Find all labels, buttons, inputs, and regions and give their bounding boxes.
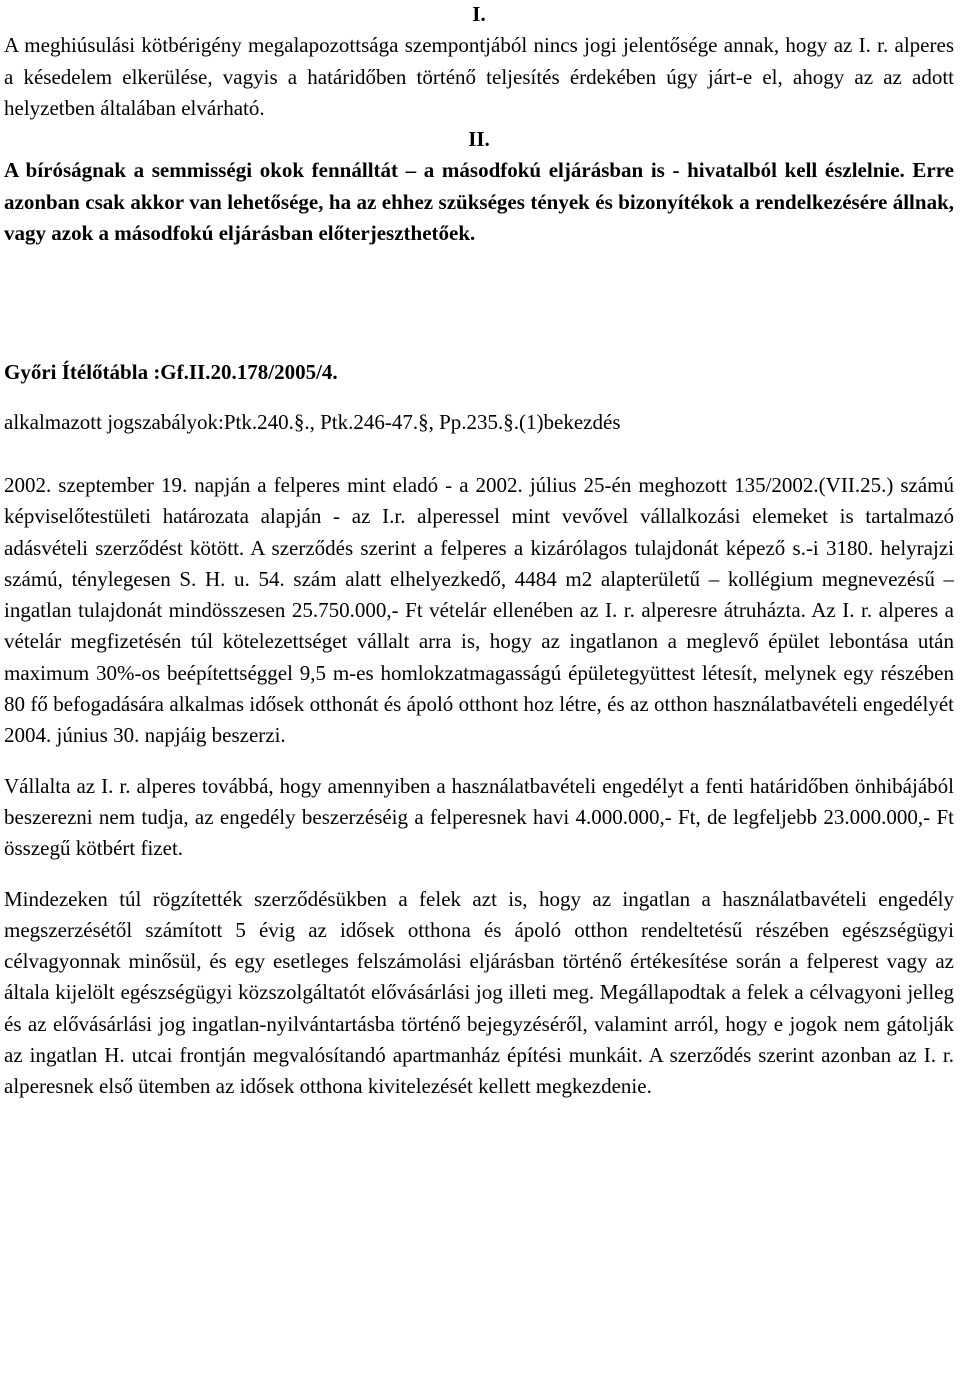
document-page	[4, 0, 954, 1103]
facts-paragraph-1: 2002. szeptember 19. napján a felperes mint eladó - a 2002. július 25-én meghozott 135/2002.(VII.25.) számú képviselőtestületi határozata alapján - az I.r. alperessel mint vevővel vállalkozási elemeket is tartalmazó adásvételi szerződést kötött. A szerződés szerint a felperes a kizárólagos tulajdonát képező s.-i 3180. helyrajzi számú, ténylegesen S. H. u. 54. szám alatt elhelyezkedő, 4484 m2 alapterületű – kollégium megnevezésű – ingatlan tulajdonát mindösszesen 25.750.000,- Ft vételár ellenében az I. r. alperesre átruházta. Az I. r. alperes a vételár megfizetésén túl kötelezettséget vállalt arra is, hogy az ingatlanon a meglevő épület lebontása után maximum 30%-os beépítettséggel 9,5 m-es homlokzatmagasságú épületegyüttest létesít, melynek egy részében 80 fő befogadására alkalmas idősek otthonát és ápoló otthont hoz létre, és az otthon használatbavételi engedélyét 2004. június 30. napjáig beszerzi.	[4, 472, 954, 748]
court-reference: Győri Ítélőtábla :Gf.II.20.178/2005/4.	[4, 360, 338, 385]
applied-laws: alkalmazott jogszabályok:Ptk.240.§., Ptk.246-47.§, Pp.235.§.(1)bekezdés	[4, 409, 621, 434]
facts-paragraph-3: Mindezeken túl rögzítették szerződésükben a felek azt is, hogy az ingatlan a használatbavételi engedély megszerzésétől számított 5 évig az idősek otthona és ápoló otthon rendeltetésű részében egészségügyi célvagyonnak minősül, és egy esetleges felszámolási eljárásban történő értékesítése során a felperest vagy az általa kijelölt egészségügyi közszolgáltatót elővásárlási jog illeti meg. Megállapodtak a felek a célvagyoni jelleg és az elővásárlási jog ingatlan-nyilvántartásba történő bejegyzéséről, valamint arról, hogy e jogok nem gátolják az ingatlan H. utcai frontján megvalósítandó apartmanház építési munkáit. A szerződés szerint azonban az I. r. alperesnek első ütemben az idősek otthona kivitelezését kellett megkezdenie.	[4, 886, 954, 1099]
section-2-numeral: II.	[468, 127, 490, 152]
section-1-headnote: A meghiúsulási kötbérigény megalapozottsága szempontjából nincs jogi jelentősége annak, hogy az I. r. alperes a késedelem elkerülése, vagyis a határidőben történő teljesítés érdekében úgy járt-e el, ahogy az az adott helyzetben általában elvárható.	[4, 33, 954, 120]
facts-paragraph-2: Vállalta az I. r. alperes továbbá, hogy amennyiben a használatbavételi engedélyt a fenti határidőben önhibájából beszerezni nem tudja, az engedély beszerzéséig a felperesnek havi 4.000.000,- Ft, de legfeljebb 23.000.000,- Ft összegű kötbért fizet.	[4, 773, 954, 861]
section-2-headnote: A bíróságnak a semmisségi okok fennálltát – a másodfokú eljárásban is - hivatalból kell észlelnie. Erre azonban csak akkor van lehetősége, ha az ehhez szükséges tények és bizonyítékok a rendelkezésére állnak, vagy azok a másodfokú eljárásban előterjeszthetőek.	[4, 158, 954, 246]
section-1-numeral: I.	[472, 2, 486, 26]
